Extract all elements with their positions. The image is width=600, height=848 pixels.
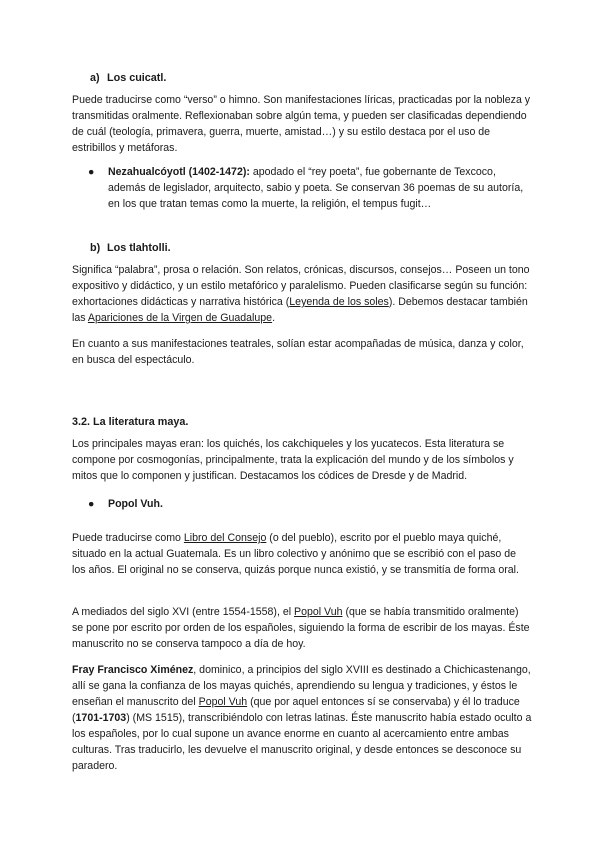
link-popol-vuh[interactable]: Popol Vuh (294, 606, 343, 618)
popol-2-text-b: (que se había transmitido oralmente) se pone por escrito por orden de los españoles, siguiendo la forma de escribir de los mayas. Éste manuscrito no se conserva tampoco a día de hoy. (72, 606, 530, 650)
bullet-popol-vuh (88, 496, 528, 512)
paragraph-popol-vuh-1 (72, 530, 532, 578)
ximenez-text-c: ) (MS 1515), transcribiéndolo con letras latinas. Éste manuscrito había estado oculto a los españoles, por lo cual supone un avance enorme en cuanto al acercamiento entre ambas culturas. Tras traducirlo, les devuelve el manuscrito original, y desde entonces se desconoce su paradero. (72, 712, 532, 772)
paragraph-fray-ximenez (72, 662, 532, 774)
link-apariciones-virgen[interactable]: Apariciones de la Virgen de Guadalupe (87, 312, 273, 324)
bullet-nezahualcoyotl (88, 164, 528, 212)
popol-1-text-a: Puede traducirse como (72, 532, 184, 544)
link-leyenda-de-los-soles[interactable]: Leyenda de los soles (289, 296, 389, 308)
heading-cuicatl-title: Los cuicatl. (107, 72, 167, 84)
heading-literatura-maya: 3.2. La literatura maya. (72, 416, 189, 428)
nezahualcoyotl-name: Nezahualcóyotl (1402-1472): (108, 166, 250, 178)
fray-ximenez-name: Fray Francisco Ximénez (72, 664, 194, 676)
paragraph-tlahtolli (72, 262, 532, 326)
heading-tlahtolli (90, 240, 550, 256)
heading-letter-a: a) (90, 72, 100, 84)
link-popol-vuh-2[interactable]: Popol Vuh (198, 696, 248, 708)
bullet-dot-icon: ● (88, 498, 95, 510)
paragraph-teatro: En cuanto a sus manifestaciones teatrales, solían estar acompañadas de música, danza y color, en busca del espectáculo. (72, 338, 524, 366)
tlahtolli-text-2: ). Debemos destacar también las (72, 296, 528, 324)
heading-letter-b: b) (90, 242, 101, 254)
ximenez-text-a: , dominico, a principios del siglo XVIII es destinado a Chichicastenango, allí se gana la confianza de los mayas quichés, aprendiendo su lengua y tradiciones, y éstos le enseñan el manuscrito del (72, 664, 531, 708)
nezahualcoyotl-text: apodado el “rey poeta”, fue gobernante de Texcoco, además de legislador, arquitecto, sabio y poeta. Se conservan 36 poemas de su autoría, en los que tratan temas como la muerte, la religión, el tempus fugit… (108, 166, 524, 210)
popol-vuh-title: Popol Vuh. (108, 498, 163, 510)
paragraph-maya: Los principales mayas eran: los quichés, los cakchiqueles y los yucatecos. Esta literatura se compone por cosmogonías, principalmente, trata la explicación del mundo y de los símbolos y mitos que lo componen y justifican. Destacamos los códices de Dresde y de Madrid. (72, 438, 514, 482)
link-libro-del-consejo[interactable]: Libro del Consejo (183, 532, 267, 544)
tlahtolli-text-3: . (272, 312, 276, 324)
tlahtolli-text-1: Significa “palabra”, prosa o relación. Son relatos, crónicas, discursos, consejos… Poseen un tono expositivo y didáctico, y un estilo metafórico y paralelismo. Pueden clasificarse según su función: exhortaciones didácticas y narrativa histórica ( (72, 264, 530, 308)
popol-1-text-b: (o del pueblo), escrito por el pueblo maya quiché, situado en la actual Guatemala. Es un libro colectivo y anónimo que se escribió con el paso de los años. El original no se conserva, quizás porque nunca existió, y se transmitía de forma oral. (72, 532, 519, 576)
paragraph-cuicatl: Puede traducirse como “verso” o himno. Son manifestaciones líricas, practicadas por la nobleza y transmitidas oralmente. Reflexionaban sobre algún tema, y pueden ser clasificadas dependiendo de cuál (teología, primavera, guerra, muerte, amistad…) y su estilo destaca por el uso de estribillos y metáforas. (72, 94, 531, 154)
bullet-dot-icon: ● (88, 166, 95, 178)
ximenez-text-b: (que por aquel entonces sí se conservaba) y él lo traduce ( (72, 696, 520, 724)
paragraph-popol-vuh-2 (72, 604, 532, 652)
popol-2-text-a: A mediados del siglo XVI (entre 1554-1558), el (72, 606, 295, 618)
heading-cuicatl (90, 70, 550, 86)
heading-tlahtolli-title: Los tlahtolli. (107, 242, 171, 254)
ximenez-years: 1701-1703 (75, 712, 127, 724)
